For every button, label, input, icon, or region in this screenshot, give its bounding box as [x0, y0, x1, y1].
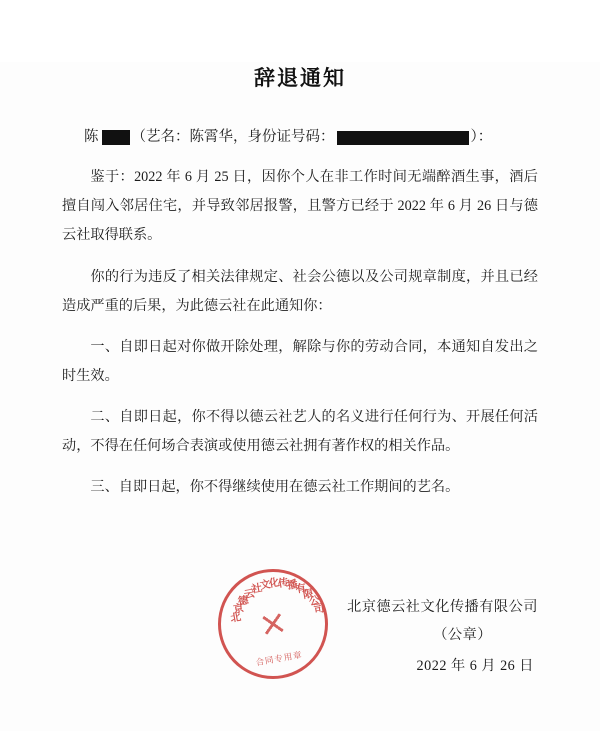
- redacted-name-block: [102, 130, 130, 145]
- seal-bottom-text: 合同专用章: [254, 649, 304, 668]
- paragraph-3: 一、自即日起对你做开除处理，解除与你的劳动合同，本通知自发出之时生效。: [62, 338, 538, 384]
- signature-date: 2022 年 6 月 26 日: [416, 657, 534, 674]
- document-body: [62, 163, 538, 502]
- signature-seal-label: （公章）: [433, 627, 492, 644]
- signature-company: 北京德云社文化传播有限公司: [347, 599, 538, 615]
- paragraph-4: 二、自即日起，你不得以德云社艺人的名义进行任何行为、开展任何活动，不得在任何场合表演或使用德云社拥有著作权的相关作品。: [62, 408, 538, 455]
- signature-stamp-area: [208, 569, 538, 689]
- signature-block: [347, 593, 538, 680]
- addressee-suffix: ）：: [470, 129, 493, 145]
- addressee-line: [62, 126, 538, 149]
- addressee-surname: 陈: [84, 129, 100, 145]
- paragraph-1: 鉴于：2022 年 6 月 25 日，因你个人在非工作时间无端醉酒生事，酒后擅自闯入邻居住宅，并导致邻居报警，且警方已经于 2022 年 6 月 26 日与德云社取得联系。: [62, 169, 538, 244]
- page-title: 辞退通知: [254, 66, 346, 90]
- addressee-alias-text: （艺名：陈霄华，身份证号码：: [131, 129, 335, 145]
- redacted-id-block: [337, 131, 469, 145]
- seal-arc-text: 北 京 德 云 社 文 化 传 播 有 限 公 司: [229, 577, 326, 625]
- paragraph-2: 你的行为违反了相关法律规定、社会公德以及公司规章制度，并且已经造成严重的后果，为此德云社在此通知你：: [62, 268, 538, 314]
- document-page: [0, 62, 600, 731]
- paragraph-5: 三、自即日起，你不得继续使用在德云社工作期间的艺名。: [90, 479, 460, 496]
